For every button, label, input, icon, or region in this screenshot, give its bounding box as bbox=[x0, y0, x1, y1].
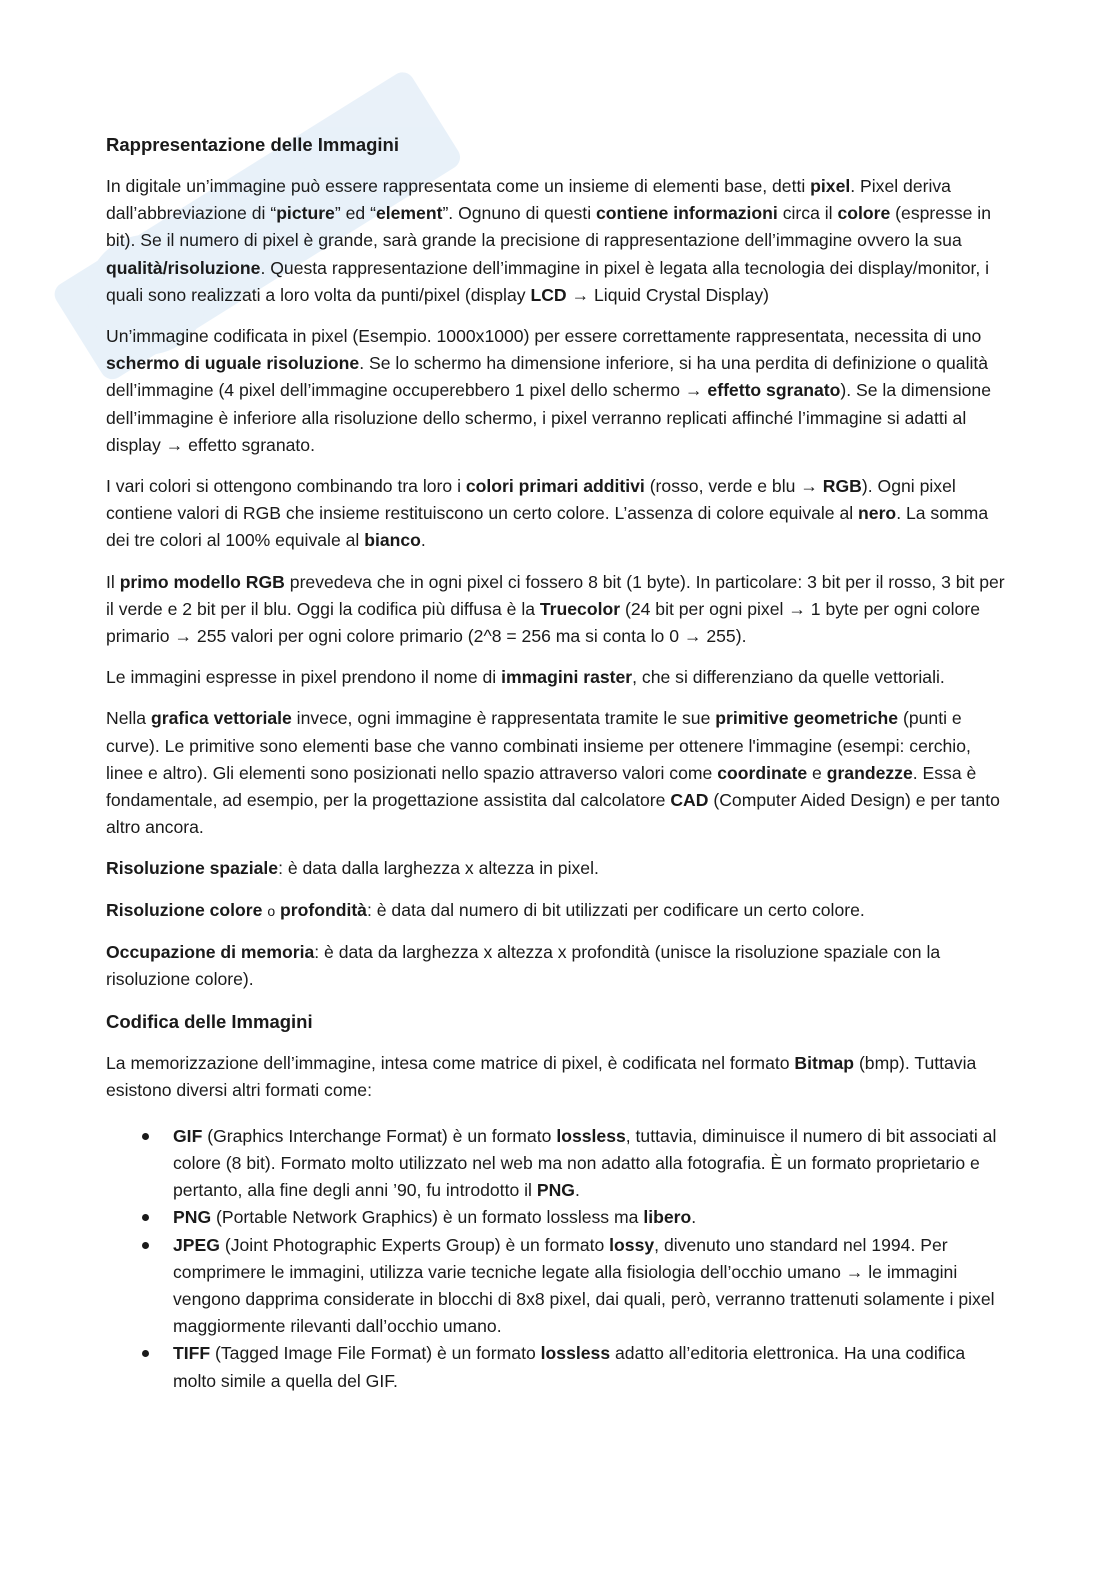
paragraph: Occupazione di memoria: è data da larghezza x altezza x profondità (unisce la risoluzione spaziale con la risoluzione colore). bbox=[106, 941, 941, 990]
paragraph: Le immagini espresse in pixel prendono il nome di immagini raster, che si differenziano da quelle vettoriali. bbox=[106, 667, 945, 688]
section bbox=[106, 130, 1006, 993]
section-title: Rappresentazione delle Immagini bbox=[106, 134, 399, 155]
paragraph: Risoluzione colore o profondità: è data dal numero di bit utilizzati per codificare un certo colore. bbox=[106, 899, 865, 920]
paragraph: Nella grafica vettoriale invece, ogni immagine è rappresentata tramite le sue primitive geometriche (punti e curve). Le primitive sono elementi base che vanno combinati insieme per ottenere l'immagine (esempi: cerchio, linee e altro). Gli elementi sono posizionati nello spazio attraverso valori come coordinate e grandezze. Essa è fondamentale, ad esempio, per la progettazione assistita dal calcolatore CAD (Computer Aided Design) e per tanto altro ancora. bbox=[106, 708, 1000, 838]
document-page bbox=[106, 130, 1006, 1395]
paragraph: La memorizzazione dell’immagine, intesa come matrice di pixel, è codificata nel formato Bitmap (bmp). Tuttavia esistono diversi altri formati come: bbox=[106, 1053, 977, 1101]
list-item: JPEG (Joint Photographic Experts Group) è un formato lossy, divenuto uno standard nel 1994. Per comprimere le immagini, utilizza varie tecniche legate alla fisiologia dell’occhio umano → le immagini vengono dapprima considerate in blocchi di 8x8 pixel, dai quali, però, verranno trattenuti solamente i pixel maggiormente rilevanti dall’occhio umano. bbox=[173, 1232, 1006, 1341]
list-item: PNG (Portable Network Graphics) è un formato lossless ma libero. bbox=[173, 1204, 1006, 1231]
paragraph: In digitale un’immagine può essere rappresentata come un insieme di elementi base, detti pixel. Pixel deriva dall’abbreviazione di “picture” ed “element”. Ognuno di questi contiene informazioni circa il colore (espresse in bit). Se il numero di pixel è grande, sarà grande la precisione di rappresentazione dell’immagine ovvero la sua qualità/risoluzione. Questa rappresentazione dell’immagine in pixel è legata alla tecnologia dei display/monitor, i quali sono realizzati a loro volta da punti/pixel (display LCD → Liquid Crystal Display) bbox=[106, 176, 991, 305]
list-item: TIFF (Tagged Image File Format) è un formato lossless adatto all’editoria elettronica. Ha una codifica molto simile a quella del GIF. bbox=[173, 1340, 1006, 1394]
paragraph: Risoluzione spaziale: è data dalla larghezza x altezza in pixel. bbox=[106, 858, 599, 879]
paragraph: I vari colori si ottengono combinando tra loro i colori primari additivi (rosso, verde e blu → RGB). Ogni pixel contiene valori di RGB che insieme restituiscono un certo colore. L’assenza di colore equivale al nero. La somma dei tre colori al 100% equivale al bianco. bbox=[106, 476, 989, 551]
section-title: Codifica delle Immagini bbox=[106, 1011, 313, 1033]
format-list bbox=[106, 1123, 1006, 1395]
paragraph: Il primo modello RGB prevedeva che in ogni pixel ci fossero 8 bit (1 byte). In particolare: 3 bit per il rosso, 3 bit per il verde e 2 bit per il blu. Oggi la codifica più diffusa è la Truecolor (24 bit per ogni pixel → 1 byte per ogni colore primario → 255 valori per ogni colore primario (2^8 = 256 ma si conta lo 0 → 255). bbox=[106, 571, 1005, 647]
paragraph: Un’immagine codificata in pixel (Esempio. 1000x1000) per essere correttamente rappresentata, necessita di uno schermo di uguale risoluzione. Se lo schermo ha dimensione inferiore, si ha una perdita di definizione o qualità dell’immagine (4 pixel dell’immagine occuperebbero 1 pixel dello schermo → effetto sgranato). Se la dimensione dell’immagine è inferiore alla risoluzione dello schermo, i pixel verranno replicati affinché l’immagine si adatti al display → effetto sgranato. bbox=[106, 326, 991, 455]
list-item: GIF (Graphics Interchange Format) è un formato lossless, tuttavia, diminuisce il numero di bit associati al colore (8 bit). Formato molto utilizzato nel web ma non adatto alla fotografia. È un formato proprietario e pertanto, alla fine degli anni ’90, fu introdotto il PNG. bbox=[173, 1123, 1006, 1205]
section bbox=[106, 1007, 1006, 1394]
